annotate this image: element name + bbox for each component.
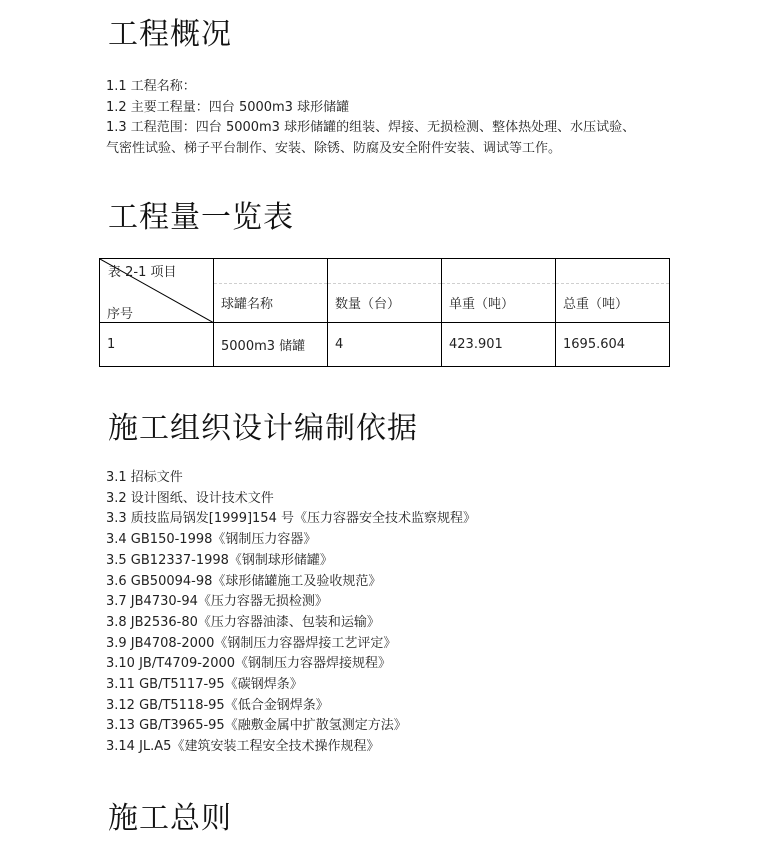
table-cell: 4 [328, 323, 442, 367]
basis-line: 3.3 质技监局锅发[1999]154 号《压力容器安全技术监察规程》 [106, 511, 476, 527]
section-heading-basis: 施工组织设计编制依据 [108, 411, 418, 446]
basis-line: 3.2 设计图纸、设计技术文件 [106, 490, 274, 506]
basis-line: 3.7 JB4730-94《压力容器无损检测》 [106, 594, 328, 610]
overview-list [106, 77, 635, 160]
table-row [100, 323, 670, 367]
basis-line: 3.8 JB2536-80《压力容器油漆、包装和运输》 [106, 614, 380, 630]
table-header-row [100, 259, 670, 323]
table-header-cell: 单重（吨） [442, 259, 556, 323]
section-heading-overview: 工程概况 [108, 17, 232, 52]
basis-line: 3.11 GB/T5117-95《碳钢焊条》 [106, 677, 303, 693]
basis-line: 3.10 JB/T4709-2000《钢制压力容器焊接规程》 [106, 656, 392, 672]
overview-line: 1.3 工程范围：四台 5000m3 球形储罐的组装、焊接、无损检测、整体热处理、水压试验、 [106, 120, 636, 136]
overview-line: 气密性试验、梯子平台制作、安装、除锈、防腐及安全附件安装、调试等工作。 [106, 141, 562, 157]
basis-line: 3.13 GB/T3965-95《融敷金属中扩散氢测定方法》 [106, 718, 407, 734]
table-cell: 1695.604 [556, 323, 670, 367]
table-header-cell: 数量（台） [328, 259, 442, 323]
overview-line: 1.2 主要工程量：四台 5000m3 球形储罐 [106, 99, 350, 115]
corner-label-bottom: 序号 [107, 307, 134, 322]
section-heading-general: 施工总则 [108, 801, 232, 836]
table-corner-cell [100, 259, 214, 323]
basis-line: 3.9 JB4708-2000《钢制压力容器焊接工艺评定》 [106, 635, 397, 651]
basis-line: 3.5 GB12337-1998《钢制球形储罐》 [106, 552, 333, 568]
table-cell: 423.901 [442, 323, 556, 367]
basis-line: 3.14 JL.A5《建筑安装工程安全技术操作规程》 [106, 739, 380, 755]
overview-line: 1.1 工程名称： [106, 79, 196, 94]
table-header-cell: 球罐名称 [214, 259, 328, 323]
basis-line: 3.12 GB/T5118-95《低合金钢焊条》 [106, 697, 329, 713]
table-cell: 1 [100, 323, 214, 367]
section-heading-quantity: 工程量一览表 [108, 200, 294, 235]
basis-line: 3.4 GB150-1998《钢制压力容器》 [106, 532, 317, 548]
table-cell: 5000m3 储罐 [214, 323, 328, 367]
basis-line: 3.1 招标文件 [106, 470, 183, 485]
table-header-cell: 总重（吨） [556, 259, 670, 323]
basis-line: 3.6 GB50094-98《球形储罐施工及验收规范》 [106, 573, 382, 589]
corner-label-top: 表 2-1 项目 [108, 265, 177, 280]
quantity-table [99, 258, 670, 367]
basis-list [106, 468, 476, 758]
